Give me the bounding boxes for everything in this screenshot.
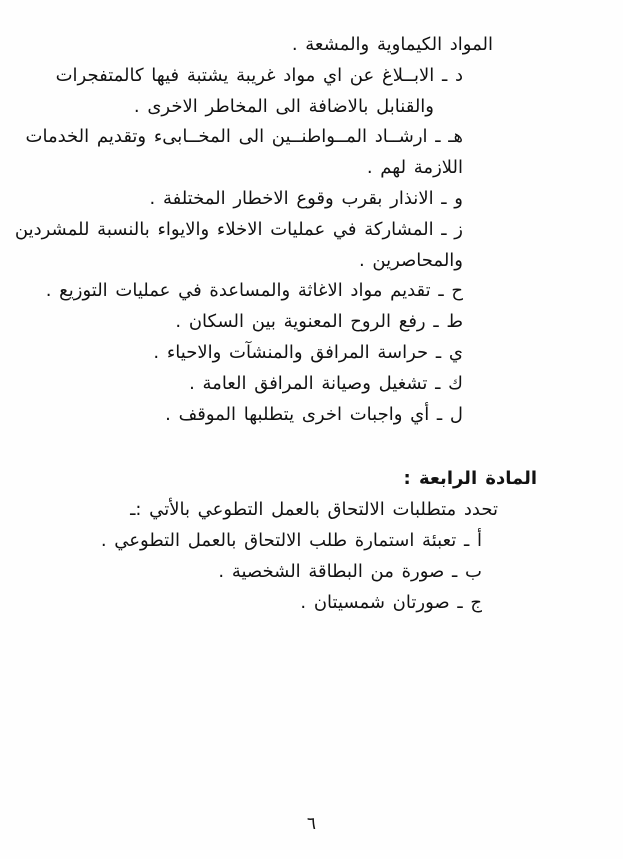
text-line: ط ـ رفع الروح المعنوية بين السكان .: [175, 311, 463, 333]
text-line: ح ـ تقديم مواد الاغاثة والمساعدة في عمليات التوزيع .: [45, 280, 463, 302]
text-line: ز ـ المشاركة في عمليات الاخلاء والايواء بالنسبة للمشردين: [14, 218, 463, 240]
text-line: د ـ الابــلاغ عن اي مواد غريبة يشتبة فيها كالمتفجرات: [55, 64, 463, 86]
text-line: المواد الكيماوية والمشعة .: [291, 34, 493, 55]
text-line: تحدد متطلبات الالتحاق بالعمل التطوعي بالأتي :ـ: [130, 499, 498, 521]
text-line: والمحاصرين .: [358, 249, 463, 271]
text-line: ك ـ تشغيل وصيانة المرافق العامة .: [189, 372, 463, 394]
blank-line: [0, 430, 623, 464]
text-line: ب ـ صورة من البطاقة الشخصية .: [218, 560, 482, 582]
text-line: ي ـ حراسة المرافق والمنشآت والاحياء .: [153, 341, 463, 363]
text-line: ل ـ أي واجبات اخرى يتطلبها الموقف .: [165, 403, 463, 425]
text-line: اللازمة لهم .: [366, 157, 463, 179]
text-line: ج ـ صورتان شمسيتان .: [300, 591, 482, 613]
text-line: أ ـ تعبئة استمارة طلب الالتحاق بالعمل التطوعي .: [100, 529, 482, 551]
section-heading: المادة الرابعة :: [403, 468, 537, 490]
page-number: ٦: [306, 814, 317, 834]
text-line: و ـ الانذار بقرب وقوع الاخطار المختلفة .: [149, 187, 463, 209]
text-line: هـ ـ ارشــاد المــواطنــين الى المخــابىء وتقديم الخدمات: [25, 126, 463, 148]
text-line: والقنابل بالاضافة الى المخاطر الاخرى .: [133, 95, 434, 117]
